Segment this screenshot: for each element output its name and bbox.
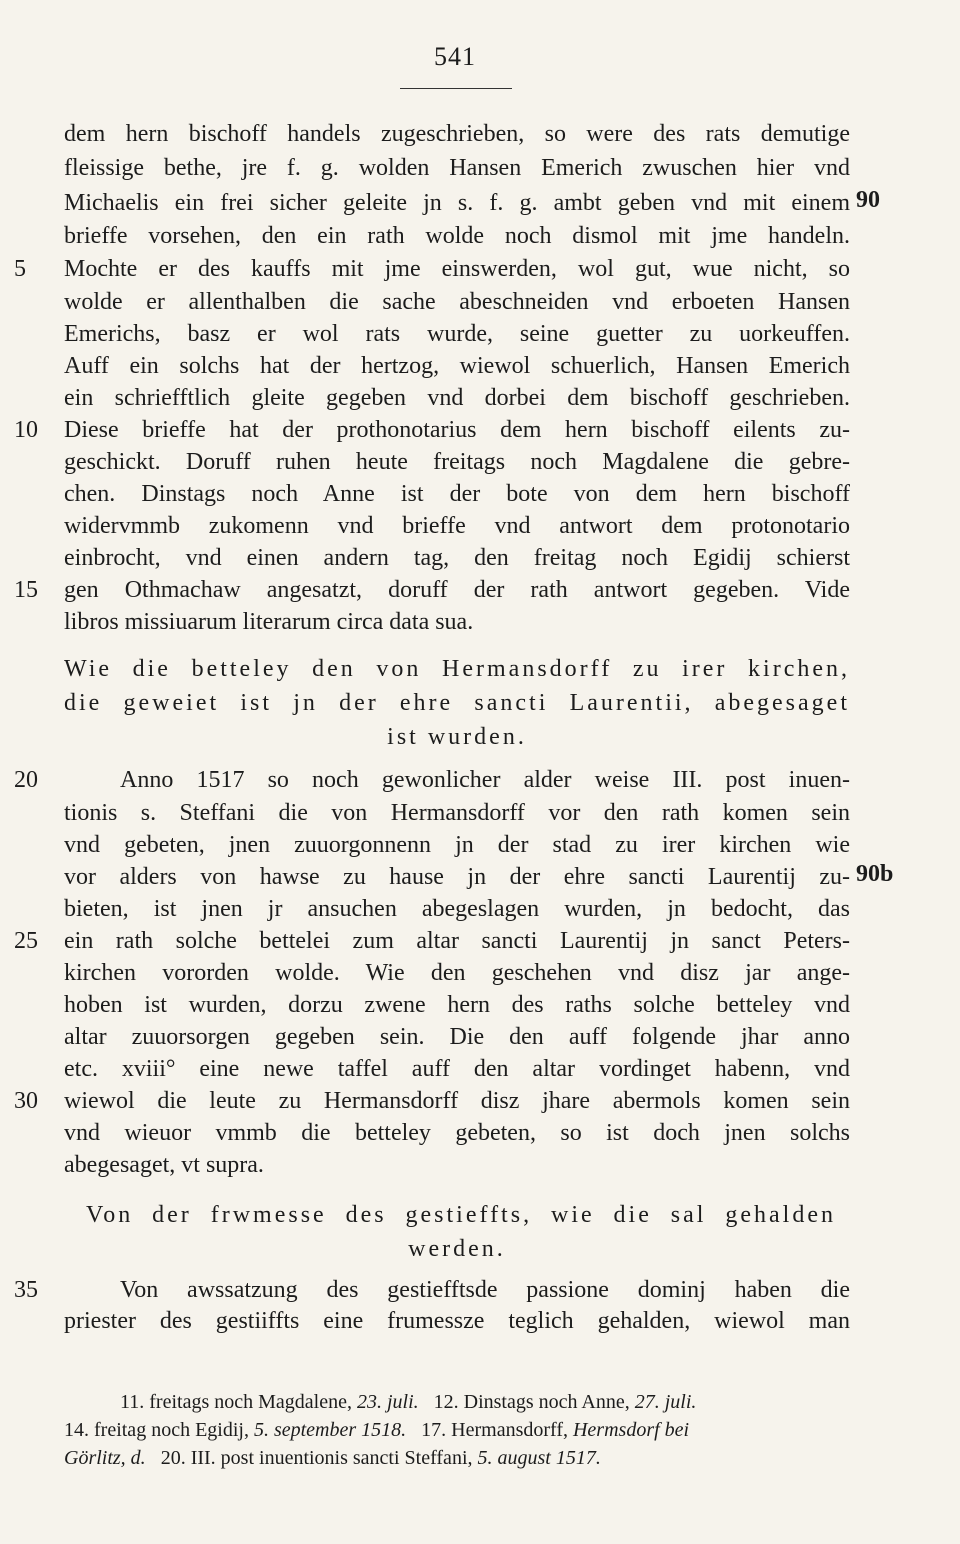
text-line: vnd wieuor vmmb die betteley gebeten, so ist doch jnen solchs	[64, 1120, 850, 1146]
text-line: tionis s. Steffani die von Hermansdorff vor den rath komen sein	[64, 800, 850, 826]
text-line: Anno 1517 so noch gewonlicher alder weise III. post inuen-	[120, 767, 850, 793]
text-line: widervmmb zukomenn vnd brieffe vnd antwort dem protonotario	[64, 513, 850, 539]
footnote-text: 14. freitag noch Egidij,	[64, 1419, 249, 1441]
text-line: bieten, ist jnen jr ansuchen abegeslagen wurden, jn bedocht, das	[64, 896, 850, 922]
text-line: vor alders von hawse zu hause jn der ehre sancti Laurentij zu-	[64, 864, 850, 890]
text-line: ein rath solche bettelei zum altar sancti Laurentij jn sanct Peters-	[64, 928, 850, 954]
text-line: gen Othmachaw angesatzt, doruff der rath antwort gegeben. Vide	[64, 577, 850, 603]
heading-line: ist wurden.	[387, 724, 527, 750]
text-line: Emerichs, basz er wol rats wurde, seine guetter zu uorkeuffen.	[64, 321, 850, 347]
footnote-text: 17. Hermansdorff,	[421, 1419, 568, 1441]
text-line: fleissige bethe, jre f. g. wolden Hansen Emerich zwuschen hier vnd	[64, 155, 850, 181]
text-line: brieffe vorsehen, den ein rath wolde noch dismol mit jme handeln.	[64, 223, 850, 249]
margin-folio-note: 90	[856, 187, 880, 213]
line-number: 30	[14, 1088, 38, 1114]
margin-folio-note: 90b	[856, 861, 894, 887]
footnote-text: 12. Dinstags noch Anne,	[433, 1391, 630, 1413]
heading-line: werden.	[408, 1236, 506, 1262]
heading-line: Wie die betteley den von Hermansdorff zu irer kirchen,	[64, 656, 850, 682]
text-line: Von awssatzung des gestiefftsde passione dominj haben die	[120, 1277, 850, 1303]
footnote-line	[120, 1388, 850, 1416]
text-line: Auff ein solchs hat der hertzog, wiewol schuerlich, Hansen Emerich	[64, 353, 850, 379]
text-line: wiewol die leute zu Hermansdorff disz jhare abermols komen sein	[64, 1088, 850, 1114]
text-line: chen. Dinstags noch Anne ist der bote von dem hern bischoff	[64, 481, 850, 507]
footnote-date: 27. juli.	[634, 1391, 697, 1413]
footnote-line	[64, 1444, 850, 1472]
footnote-text: 11. freitags noch Magdalene,	[120, 1391, 352, 1413]
heading-line: die geweiet ist jn der ehre sancti Laurentii, abegesaget	[64, 690, 850, 716]
text-line: altar zuuorsorgen gegeben sein. Die den auff folgende jhar anno	[64, 1024, 850, 1050]
footnote-date: 23. juli.	[356, 1391, 419, 1413]
text-line: libros missiuarum literarum circa data sua.	[64, 609, 474, 635]
line-number: 35	[14, 1277, 38, 1303]
text-line: ein schriefftlich gleite gegeben vnd dorbei dem bischoff geschrieben.	[64, 385, 850, 411]
line-number: 15	[14, 577, 38, 603]
footnote-date: 5. august 1517.	[477, 1447, 601, 1469]
text-line: hoben ist wurden, dorzu zwene hern des raths solche betteley vnd	[64, 992, 850, 1018]
text-line: dem hern bischoff handels zugeschrieben, so were des rats demutige	[64, 121, 850, 147]
footnote-place: Hermsdorf bei	[572, 1419, 690, 1441]
text-line: etc. xviii° eine newe taffel auff den altar vordinget habenn, vnd	[64, 1056, 850, 1082]
page-number: 541	[434, 42, 476, 71]
line-number: 5	[14, 256, 26, 282]
header-rule	[400, 88, 512, 89]
text-line: Michaelis ein frei sicher geleite jn s. f. g. ambt geben vnd mit einem	[64, 190, 850, 216]
line-number: 10	[14, 417, 38, 443]
text-line: geschickt. Doruff ruhen heute freitags noch Magdalene die gebre-	[64, 449, 850, 475]
text-line: kirchen vororden wolde. Wie den geschehen vnd disz jar ange-	[64, 960, 850, 986]
line-number: 25	[14, 928, 38, 954]
footnote-text: 20. III. post inuentionis sancti Steffani,	[160, 1447, 473, 1469]
text-line: priester des gestiiffts eine frumessze teglich gehalden, wiewol man	[64, 1308, 850, 1334]
text-line: einbrocht, vnd einen andern tag, den freitag noch Egidij schierst	[64, 545, 850, 571]
line-number: 20	[14, 767, 38, 793]
footnote-date: 5. september 1518.	[253, 1419, 407, 1441]
text-line: vnd gebeten, jnen zuuorgonnenn jn der stad zu irer kirchen wie	[64, 832, 850, 858]
text-line: Mochte er des kauffs mit jme einswerden, wol gut, wue nicht, so	[64, 256, 850, 282]
heading-line: Von der frwmesse des gestieffts, wie die sal gehalden	[86, 1202, 836, 1228]
text-line: Diese brieffe hat der prothonotarius dem hern bischoff eilents zu-	[64, 417, 850, 443]
text-line: wolde er allenthalben die sache abeschneiden vnd erboeten Hansen	[64, 289, 850, 315]
footnote-place: Görlitz, d.	[64, 1447, 146, 1469]
text-line: abegesaget, vt supra.	[64, 1152, 264, 1178]
footnote-line	[64, 1416, 850, 1444]
